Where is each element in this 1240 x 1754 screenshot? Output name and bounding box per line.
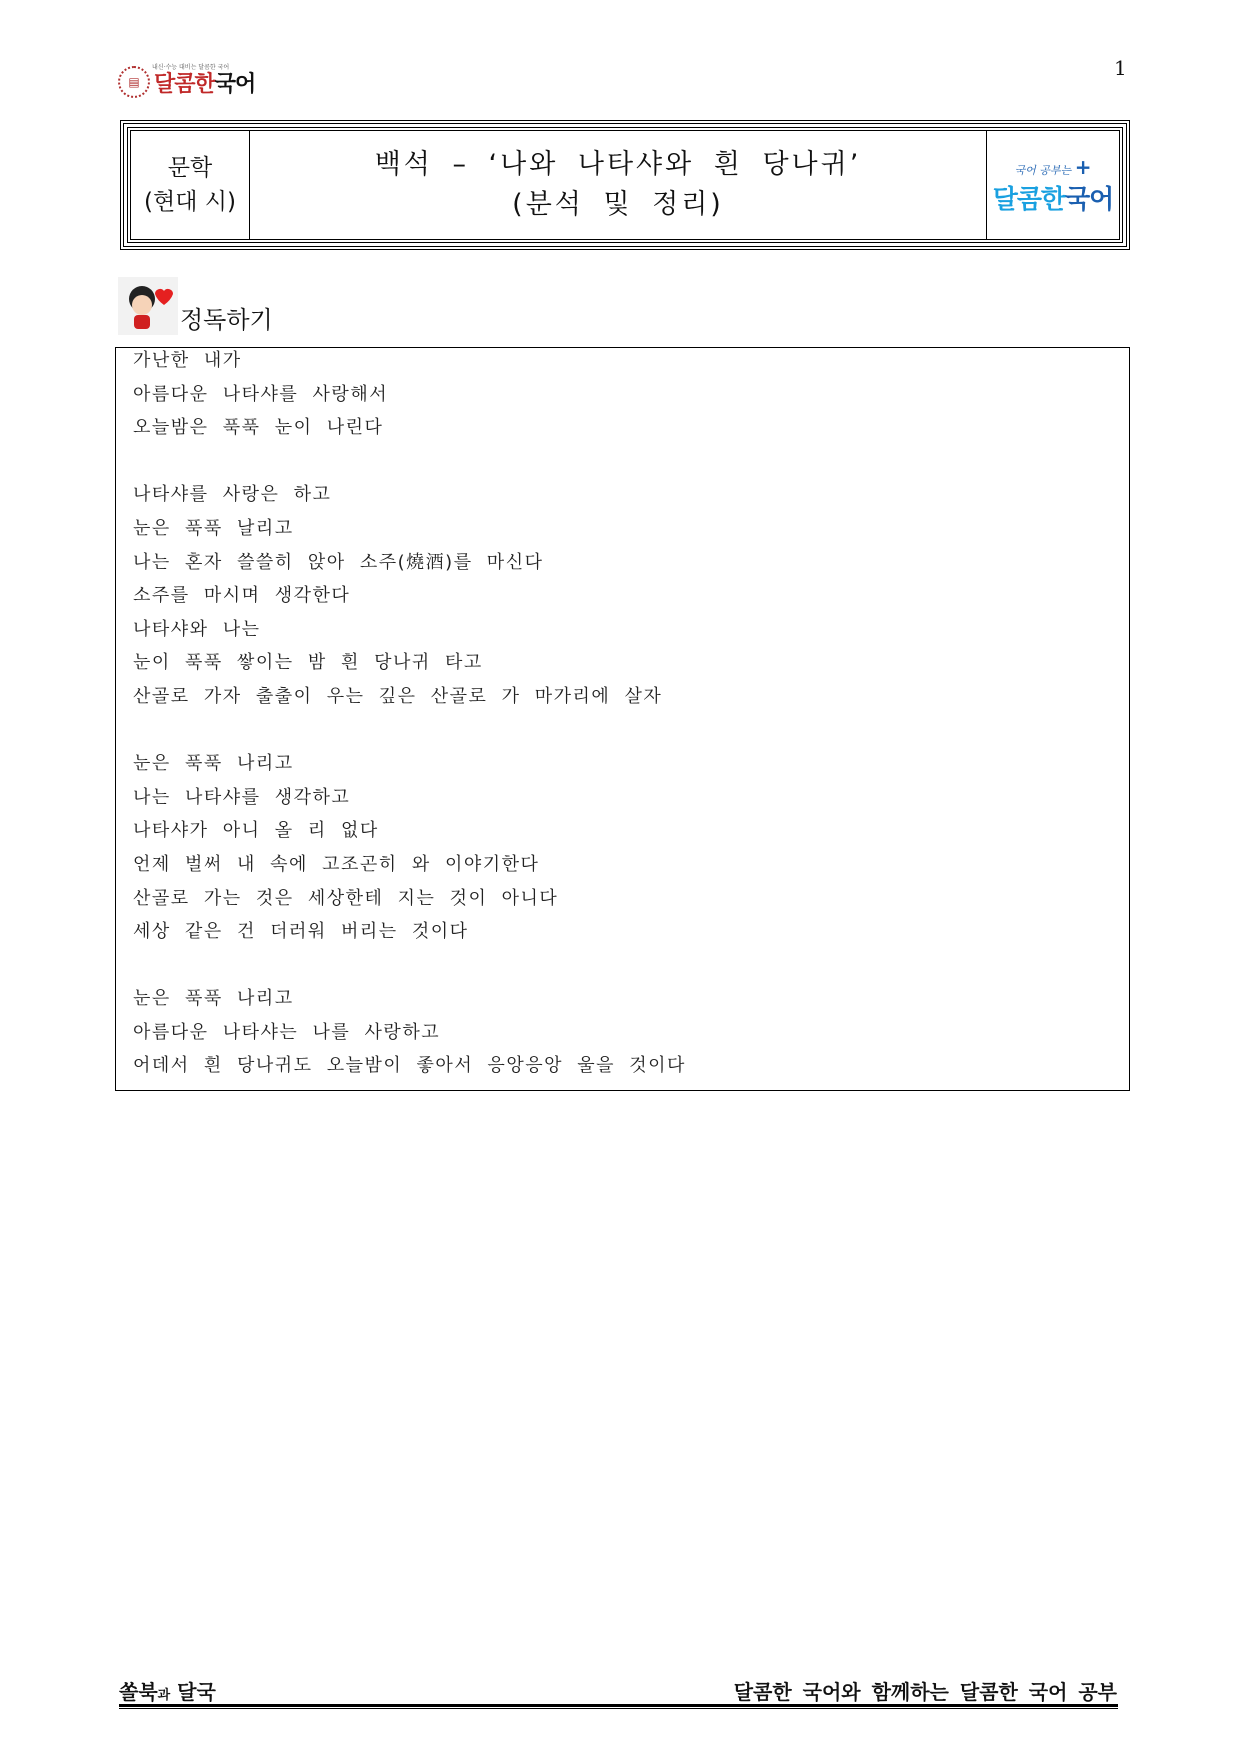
category-label: 문학 bbox=[167, 155, 213, 181]
poem-line: 눈이 푹푹 쌓이는 밤 흰 당나귀 타고 bbox=[133, 652, 483, 674]
page-number: 1 bbox=[1114, 56, 1127, 80]
poem-box bbox=[115, 347, 1130, 1091]
plus-icon: + bbox=[1074, 154, 1092, 179]
poem-line: 오늘밤은 푹푹 눈이 나린다 bbox=[133, 417, 384, 439]
poem-line: 눈은 푹푹 나리고 bbox=[133, 988, 294, 1010]
poem-line: 나는 나타샤를 생각하고 bbox=[133, 786, 351, 808]
poem-line: 소주를 마시며 생각한다 bbox=[133, 585, 351, 607]
poem-line: 가난한 내가 bbox=[133, 350, 242, 371]
subcategory-label: (현대 시) bbox=[144, 189, 236, 215]
poem-line: 어데서 흰 당나귀도 오늘밤이 좋아서 응앙응앙 울을 것이다 bbox=[133, 1055, 686, 1077]
brand-logo bbox=[118, 64, 255, 100]
poem-line: 눈은 푹푹 날리고 bbox=[133, 517, 294, 539]
category-cell bbox=[131, 131, 250, 239]
footer-divider bbox=[119, 1704, 1118, 1707]
document-subtitle: (분석 및 정리) bbox=[512, 189, 724, 220]
poem-line: 눈은 푹푹 나리고 bbox=[133, 753, 294, 775]
badge-slogan: 국어 공부는 bbox=[1014, 163, 1072, 177]
poem-line: 나타샤를 사랑은 하고 bbox=[133, 484, 332, 506]
poem-line: 산골로 가자 출출이 우는 깊은 산골로 가 마가리에 살자 bbox=[133, 685, 663, 707]
mascot-icon bbox=[118, 277, 178, 335]
poem-line: 산골로 가는 것은 세상한테 지는 것이 아니다 bbox=[133, 887, 559, 909]
book-seal-icon: ▤ bbox=[118, 66, 150, 98]
poem-line: 나타샤가 아니 올 리 없다 bbox=[133, 820, 379, 842]
poem-line: 세상 같은 건 더러워 버리는 것이다 bbox=[133, 921, 469, 943]
poem-stanza bbox=[133, 478, 686, 713]
brand-badge bbox=[987, 131, 1119, 239]
poem-line: 언제 벌써 내 속에 고조곤히 와 이야기한다 bbox=[133, 853, 540, 875]
poem-line: 아름다운 나타샤를 사랑해서 bbox=[133, 383, 389, 405]
footer-right: 달콤한 국어와 함께하는 달콤한 국어 공부 bbox=[733, 1680, 1117, 1704]
logo-tagline: 내신·수능 대비는 달콤한 국어 bbox=[152, 64, 230, 71]
poem-text bbox=[133, 344, 686, 1117]
title-box bbox=[120, 120, 1130, 250]
document-title: 백석 – ‘나와 나타샤와 흰 당나귀’ bbox=[374, 149, 862, 180]
poem-line: 나타샤와 나는 bbox=[133, 618, 261, 640]
poem-stanza bbox=[133, 344, 686, 445]
title-cell bbox=[250, 131, 987, 239]
logo-text: 달콤한국어 bbox=[154, 71, 256, 97]
poem-line: 아름다운 나타샤는 나를 사랑하고 bbox=[133, 1021, 441, 1043]
poem-stanza bbox=[133, 747, 686, 949]
section-title: 정독하기 bbox=[180, 306, 273, 334]
badge-brand: 달콤한국어 bbox=[992, 184, 1114, 215]
footer-left: 쏠북과 달국 bbox=[119, 1680, 216, 1704]
poem-stanza bbox=[133, 982, 686, 1083]
poem-line: 나는 혼자 쓸쓸히 앉아 소주(燒酒)를 마신다 bbox=[133, 551, 544, 573]
